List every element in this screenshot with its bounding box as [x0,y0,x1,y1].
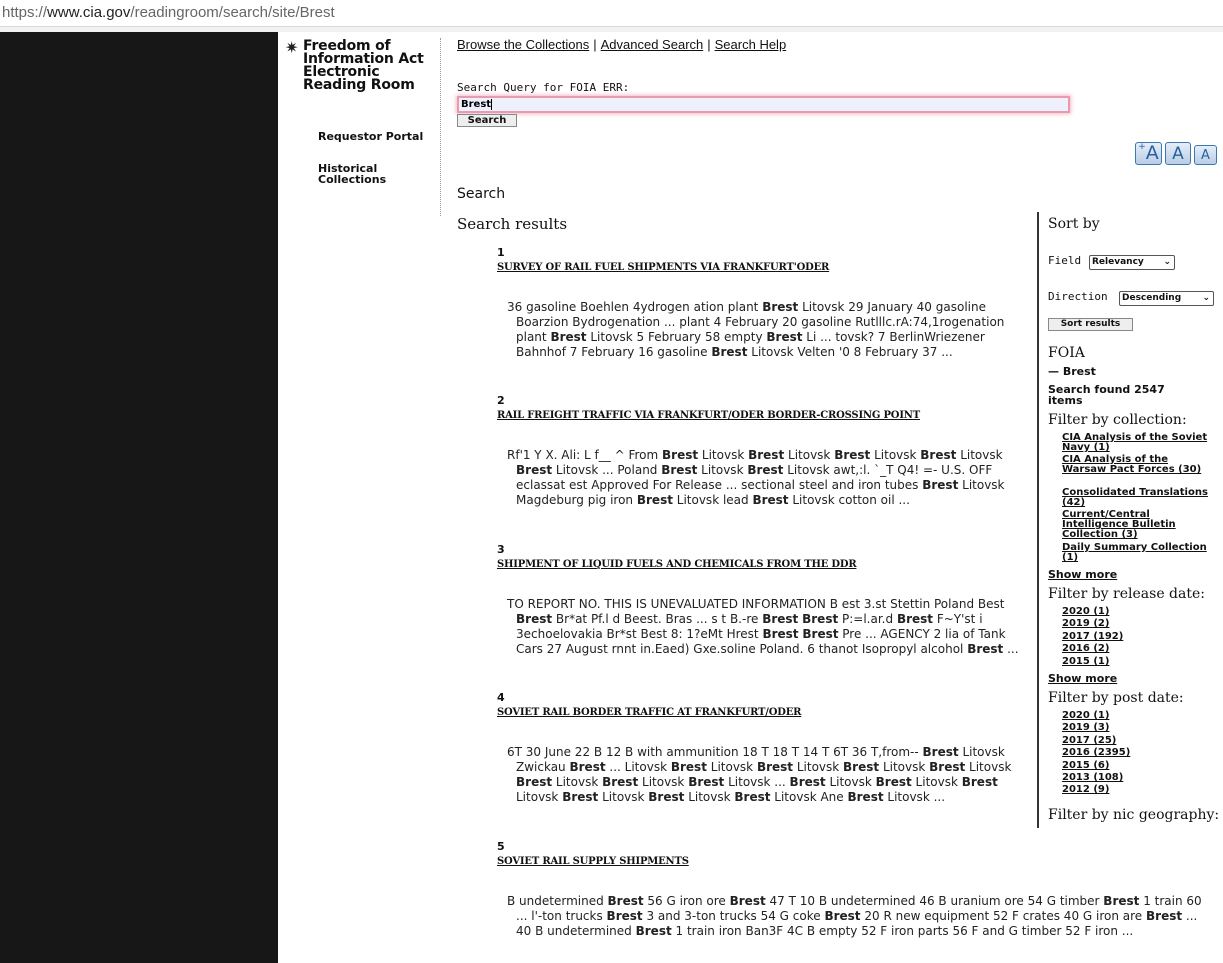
result-number: 5 [497,840,505,853]
search-term-highlight: Brest [762,627,799,641]
search-term-highlight: Brest [661,463,698,477]
release-date-facet-link[interactable]: 2016 (2) [1062,643,1110,654]
top-links [457,37,786,52]
result-snippet: 36 gasoline Boehlen 4ydrogen ation plant Brest Litovsk 29 January 40 gasoline Boarzion Bydrogenation ... plant 4 February 20 gasoline Rutlllc.rA:74,1rogenation plant Brest Litovsk 5 February 58 empty Brest Li ... tovsk? 7 BerlinWriezener Bahnhof 7 February 16 gasoline Brest Litovsk Velten '0 8 February 37 ... [507,300,1005,359]
section-title: Search [457,186,506,202]
search-term-highlight: Brest [636,493,673,507]
sidebar-divider [440,38,441,216]
search-term-highlight: Brest [922,745,959,759]
results-heading: Search results [457,215,568,233]
search-term-highlight: Brest [752,493,789,507]
search-term-highlight: Brest [896,612,934,626]
sort-field-value: Relevancy [1092,257,1144,267]
text-size-increase-button[interactable]: +A [1135,142,1162,165]
search-term-highlight: Brest [550,330,587,344]
search-term-highlight: Brest [847,790,884,804]
search-term-highlight: Brest [562,790,599,804]
sort-results-button[interactable]: Sort results [1048,318,1133,331]
search-term-highlight: Brest [606,909,643,923]
search-term-highlight: Brest [762,612,799,626]
sort-by-heading: Sort by [1048,216,1100,232]
search-term-highlight: Brest [648,790,685,804]
search-term-highlight: Brest [748,448,785,462]
advanced-search-link[interactable]: Advanced Search [600,37,704,52]
release-date-facet-link[interactable]: 2017 (192) [1062,631,1124,642]
sort-field-label: Field [1048,254,1082,267]
chevron-down-icon: ⌄ [1202,293,1210,303]
browse-collections-link[interactable]: Browse the Collections [457,37,590,52]
collection-facet-link[interactable]: CIA Analysis of the Warsaw Pact Forces (30) [1062,454,1202,475]
search-term-highlight: Brest [843,760,880,774]
result-number: 2 [497,394,505,407]
post-date-facet-link[interactable]: 2013 (108) [1062,772,1124,783]
search-term-highlight: Brest [734,790,771,804]
collection-facet-link[interactable]: Current/Central Intelligence Bulletin Collection (3) [1062,509,1176,540]
search-term-highlight: Brest [922,478,959,492]
release-date-facet-link[interactable]: 2020 (1) [1062,606,1110,617]
site-title[interactable]: Freedom of Information Act Electronic Reading Room [303,38,424,93]
search-term-highlight: Brest [688,775,725,789]
search-term-highlight: Brest [1103,894,1140,908]
search-term-highlight: Brest [875,775,912,789]
search-term-highlight: Brest [961,775,998,789]
search-term-highlight: Brest [802,627,839,641]
sort-direction-label: Direction [1048,290,1108,303]
filter-collection-heading: Filter by collection: [1048,412,1187,428]
facets-divider [1037,212,1039,828]
release-date-facet-link[interactable]: 2015 (1) [1062,656,1110,667]
result-title-link[interactable]: RAIL FREIGHT TRAFFIC VIA FRANKFURT/ODER BORDER-CROSSING POINT [497,410,920,421]
url-scheme: https:// [2,4,48,21]
url-path: /readingroom/search/site/Brest [130,4,335,21]
search-term-highlight: Brest [635,924,672,938]
post-date-facet-link[interactable]: 2012 (9) [1062,784,1110,795]
post-date-facet-link[interactable]: 2016 (2395) [1062,747,1131,758]
sort-direction-value: Descending [1122,293,1182,303]
filter-geography-heading: Filter by nic geography: [1048,807,1220,823]
result-title-link[interactable]: SHIPMENT OF LIQUID FUELS AND CHEMICALS FROM THE DDR [497,559,857,570]
current-search-term [1048,366,1096,377]
search-help-link[interactable]: Search Help [714,37,787,52]
remove-term-icon[interactable]: — [1048,365,1059,378]
result-snippet: B undetermined Brest 56 G iron ore Brest 47 T 10 B undetermined 46 B uranium ore 54 G timber Brest 1 train 60 ... l'-ton trucks Brest 3 and 3-ton trucks 54 G coke Brest 20 R new equipment 52 F crates 40 G iron are Brest ... 40 B undetermined Brest 1 train iron Ban3F 4C B empty 52 F iron parts 56 F and G timber 52 F iron ... [507,894,1202,938]
address-bar[interactable] [0,0,1223,27]
collection-facet-link[interactable]: CIA Analysis of the Soviet Navy (1) [1062,432,1208,453]
search-term-highlight: Brest [569,760,606,774]
search-button[interactable]: Search [457,114,517,127]
result-snippet: TO REPORT NO. THIS IS UNEVALUATED INFORMATION B est 3.st Stettin Poland Best Brest Br*at Pf.l d Beest. Bras ... s t B.-re Brest Brest P:=l.ar.d Brest F~Y'st i 3echoelovakia Br*st Best 8: 1?eMt Hrest Brest Brest Pre ... AGENCY 2 lia of Tank Cars 27 August rnnt in.Eaed) Gxe.soline Poland. 6 thanot Isopropyl alcohol Brest ... [507,597,1019,656]
search-term-highlight: Brest [834,448,871,462]
search-term-highlight: Brest [920,448,957,462]
search-term-highlight: Brest [607,894,644,908]
seal-icon: ✷ [285,38,299,57]
release-date-facet-link[interactable]: 2019 (2) [1062,618,1110,629]
show-more-release-dates-link[interactable]: Show more [1048,672,1118,685]
url-host: www.cia.gov [47,4,131,21]
nav-requestor-portal[interactable]: Requestor Portal [318,130,424,143]
search-term-highlight: Brest [762,300,799,314]
text-size-reset-button[interactable]: A [1165,142,1191,165]
sort-direction-select[interactable] [1119,291,1214,306]
result-number: 3 [497,543,505,556]
post-date-facet-link[interactable]: 2020 (1) [1062,710,1110,721]
sort-field-select[interactable] [1089,255,1175,270]
search-term-highlight: Brest [802,612,839,626]
search-term-highlight: Brest [967,642,1004,656]
search-term-highlight: Brest [602,775,639,789]
result-snippet: Rf'1 Y X. Ali: L f__ ^ From Brest Litovsk Brest Litovsk Brest Litovsk Brest Litovsk Brest Litovsk ... Poland Brest Litovsk Brest Litovsk awt,:l. `_T Q4! =- U.S. OFF eclassat est Approved For Release ... sectional steel and iron tubes Brest Litovsk Magdeburg pig iron Brest Litovsk lead Brest Litovsk cotton oil ... [507,448,1005,507]
search-term-highlight: Brest [670,760,707,774]
current-term-label: Brest [1062,365,1096,378]
result-snippet: 6T 30 June 22 B 12 B with ammunition 18 T 18 T 14 T 6T 36 T,from-- Brest Litovsk Zwickau Brest ... Litovsk Brest Litovsk Brest Litovsk Brest Litovsk Brest Litovsk Brest Litovsk Brest Litovsk Brest Litovsk ... Brest Litovsk Brest Litovsk Brest Litovsk Brest Litovsk Brest Litovsk Brest Litovsk Ane Brest Litovsk ... [507,745,1012,804]
result-title-link[interactable]: SOVIET RAIL SUPPLY SHIPMENTS [497,856,689,867]
show-more-collections-link[interactable]: Show more [1048,568,1118,581]
filter-post-date-heading: Filter by post date: [1048,690,1184,706]
link-separator: | [707,37,711,52]
chevron-down-icon: ⌄ [1163,257,1171,267]
result-title-link[interactable]: SURVEY OF RAIL FUEL SHIPMENTS VIA FRANKFURT'ODER [497,262,830,273]
search-term-highlight: Brest [747,463,784,477]
result-number: 4 [497,691,505,704]
link-separator: | [593,37,597,52]
post-date-facet-link[interactable]: 2015 (6) [1062,760,1110,771]
search-term-highlight: Brest [756,760,794,774]
search-term-highlight: Brest [729,894,766,908]
search-term-highlight: Brest [929,760,966,774]
text-size-decrease-button[interactable]: A [1194,145,1217,165]
search-term-highlight: Brest [789,775,826,789]
search-term-highlight: Brest [516,775,553,789]
search-term-highlight: Brest [662,448,699,462]
search-term-highlight: Brest [516,612,553,626]
foia-heading: FOIA [1048,345,1085,361]
search-term-highlight: Brest [711,345,748,359]
post-date-facet-link[interactable]: 2019 (3) [1062,722,1110,733]
nav-historical-collections[interactable]: Historical Collections [318,162,387,186]
post-date-facet-link[interactable]: 2017 (25) [1062,735,1117,746]
collection-facet-link[interactable]: Consolidated Translations (42) [1062,487,1208,508]
search-input[interactable] [457,96,1070,113]
search-term-highlight: Brest [766,330,803,344]
collection-facet-link[interactable]: Daily Summary Collection (1) [1062,542,1207,563]
result-number: 1 [497,246,505,259]
left-dark-panel [0,32,278,963]
search-term-highlight: Brest [516,463,553,477]
search-query-label: Search Query for FOIA ERR: [457,81,630,94]
search-count: Search found 2547 items [1048,383,1165,407]
search-term-highlight: Brest [1146,909,1183,923]
search-term-highlight: Brest [824,909,861,923]
search-input-value: Brest [461,99,492,110]
filter-release-date-heading: Filter by release date: [1048,586,1205,602]
result-title-link[interactable]: SOVIET RAIL BORDER TRAFFIC AT FRANKFURT/ODER [497,707,802,718]
